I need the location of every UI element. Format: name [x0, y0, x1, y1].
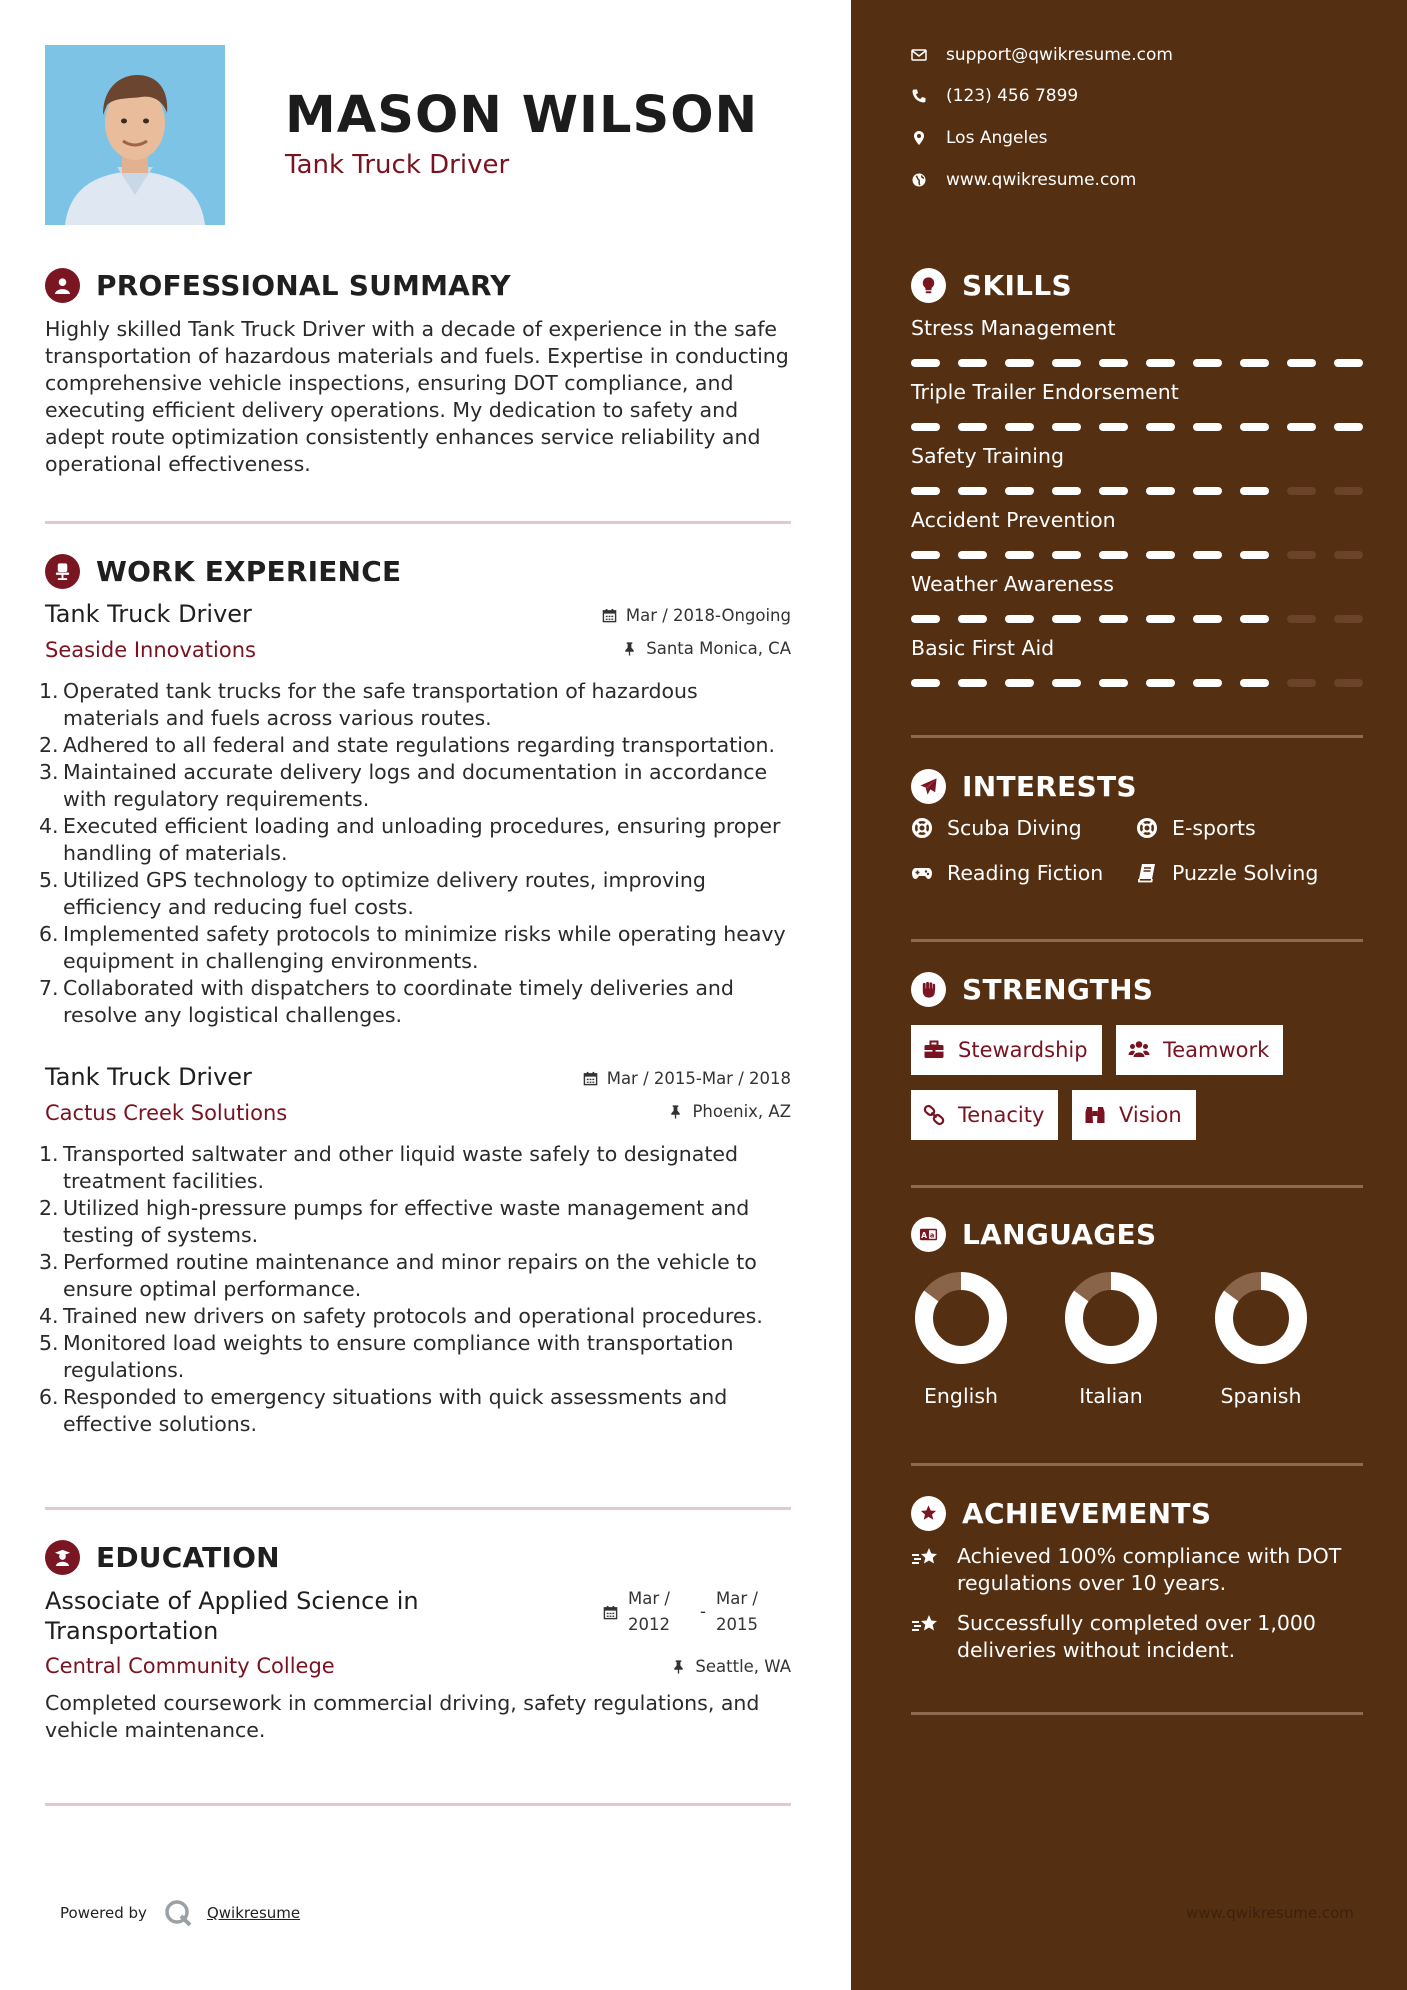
list-item: 3. Performed routine maintenance and minor repairs on the vehicle to ensure optimal performance.	[39, 1250, 757, 1301]
rating-dot	[958, 615, 987, 623]
rating-dot	[1099, 487, 1128, 495]
rating-dot	[1146, 551, 1175, 559]
list-item: 4. Executed efficient loading and unloading procedures, ensuring proper handling of materials.	[39, 814, 781, 865]
language-label: Italian	[1079, 1384, 1143, 1408]
rating-dot	[1146, 487, 1175, 495]
job-company: Seaside Innovations	[45, 638, 256, 662]
map-marker-icon	[911, 130, 927, 146]
strengths-heading: STRENGTHS	[911, 972, 1153, 1007]
rating-dot	[1334, 679, 1363, 687]
list-item: 2. Adhered to all federal and state regulations regarding transportation.	[39, 733, 776, 757]
envelope-icon	[911, 47, 927, 63]
skill-item	[911, 444, 1363, 468]
list-item: 4. Trained new drivers on safety protocols and operational procedures.	[39, 1304, 763, 1328]
graduate-icon	[45, 1540, 80, 1575]
rating-dot	[1334, 359, 1363, 367]
education-dates: Mar / 2012 - Mar / 2015	[603, 1586, 788, 1638]
qwikresume-logo-icon	[163, 1898, 193, 1928]
achievement-item: Successfully completed over 1,000 deliveries without incident.	[911, 1610, 1361, 1664]
language-item	[906, 1270, 1016, 1408]
book-icon	[1136, 862, 1158, 884]
calendar-icon	[603, 1605, 618, 1620]
language-label: English	[923, 1384, 999, 1408]
rating-dot	[1240, 487, 1269, 495]
rating-dot	[1099, 359, 1128, 367]
footer-website[interactable]: www.qwikresume.com	[1186, 1904, 1354, 1922]
interest-item: Reading Fiction	[911, 861, 1103, 885]
rating-dot	[1287, 551, 1316, 559]
rating-dot	[958, 679, 987, 687]
skill-label: Safety Training	[911, 444, 1064, 468]
user-circle-icon	[45, 268, 80, 303]
section-divider	[45, 1507, 791, 1510]
rating-dot	[1287, 359, 1316, 367]
list-item: 6. Responded to emergency situations with quick assessments and effective solutions.	[39, 1385, 728, 1436]
life-ring-icon	[911, 817, 933, 839]
education-heading: EDUCATION	[45, 1540, 280, 1575]
languages-heading: A a LANGUAGES	[911, 1217, 1156, 1252]
rating-dot	[1240, 359, 1269, 367]
pushpin-icon	[671, 1659, 686, 1674]
job-bullets	[39, 678, 799, 1029]
rating-dot	[1052, 551, 1081, 559]
lightbulb-icon	[911, 268, 946, 303]
job-location: Phoenix, AZ	[668, 1102, 791, 1121]
interest-item: Puzzle Solving	[1136, 861, 1318, 885]
skill-item	[911, 508, 1363, 532]
gamepad-icon	[911, 862, 933, 884]
rating-dot	[1334, 551, 1363, 559]
job-date: Mar / 2018-Ongoing	[602, 606, 791, 625]
job-title: Tank Truck Driver	[45, 1063, 252, 1091]
rating-dot	[1334, 615, 1363, 623]
language-level-gauge	[1063, 1270, 1159, 1366]
rating-dot	[1240, 679, 1269, 687]
rating-dot	[1146, 423, 1175, 431]
strength-chip: Tenacity	[911, 1090, 1058, 1140]
achievements-heading: ACHIEVEMENTS	[911, 1496, 1211, 1531]
rating-dot	[911, 551, 940, 559]
summary-text: Highly skilled Tank Truck Driver with a decade of experience in the safe transportation of hazardous materials and fuels. Expertise in conducting comprehensive vehicle inspections, ensuring DOT compliance, and executing efficient delivery operations. My dedication to safety and adept route optimization consistently enhances service reliability and operational effectiveness.	[45, 317, 789, 476]
rating-dot	[1005, 615, 1034, 623]
skill-item	[911, 636, 1363, 660]
briefcase-icon	[923, 1039, 945, 1061]
paper-plane-icon	[911, 769, 946, 804]
rating-dot	[1052, 679, 1081, 687]
contact-phone: (123) 456 7899	[911, 86, 1078, 106]
skill-label: Accident Prevention	[911, 508, 1116, 532]
section-divider	[45, 1803, 791, 1806]
candidate-name: MASON WILSON	[285, 86, 759, 145]
calendar-icon	[602, 608, 617, 623]
rating-dot	[1005, 679, 1034, 687]
skill-rating	[911, 615, 1381, 623]
language-level-gauge	[913, 1270, 1009, 1366]
rating-dot	[1287, 679, 1316, 687]
rating-dot	[1052, 615, 1081, 623]
skill-label: Triple Trailer Endorsement	[911, 380, 1179, 404]
job-location: Santa Monica, CA	[622, 639, 791, 658]
skill-item	[911, 316, 1363, 340]
life-ring-icon	[1136, 817, 1158, 839]
skill-rating	[911, 679, 1381, 687]
language-item	[1056, 1270, 1166, 1408]
list-item: 2. Utilized high-pressure pumps for effective waste management and testing of systems.	[39, 1196, 750, 1247]
list-item: 1. Operated tank trucks for the safe transportation of hazardous materials and fuels across various routes.	[39, 679, 698, 730]
skill-label: Weather Awareness	[911, 572, 1114, 596]
skill-rating	[911, 359, 1381, 367]
strength-chip: Teamwork	[1116, 1025, 1283, 1075]
skill-item	[911, 572, 1363, 596]
list-item: 5. Monitored load weights to ensure compliance with transportation regulations.	[39, 1331, 734, 1382]
rating-dot	[1287, 615, 1316, 623]
rating-dot	[1287, 487, 1316, 495]
rating-dot	[958, 551, 987, 559]
shooting-star-icon	[911, 1545, 941, 1571]
rating-dot	[1193, 359, 1222, 367]
skill-rating	[911, 487, 1381, 495]
rating-dot	[1193, 679, 1222, 687]
shooting-star-icon	[911, 1612, 941, 1638]
svg-text:a: a	[929, 1231, 935, 1240]
skill-rating	[911, 551, 1381, 559]
rating-dot	[911, 615, 940, 623]
section-divider	[911, 735, 1363, 738]
rating-dot	[1193, 423, 1222, 431]
experience-heading: WORK EXPERIENCE	[45, 554, 401, 589]
list-item: 5. Utilized GPS technology to optimize delivery routes, improving efficiency and reducing fuel costs.	[39, 868, 706, 919]
rating-dot	[1334, 487, 1363, 495]
section-divider	[45, 521, 791, 524]
rating-dot	[1099, 615, 1128, 623]
job-date: Mar / 2015-Mar / 2018	[583, 1069, 791, 1088]
rating-dot	[1099, 551, 1128, 559]
list-item: 3. Maintained accurate delivery logs and documentation in accordance with regulatory requirements.	[39, 760, 768, 811]
job-bullets	[39, 1141, 799, 1438]
language-label: Spanish	[1220, 1384, 1302, 1408]
interests-heading: INTERESTS	[911, 769, 1137, 804]
rating-dot	[1005, 551, 1034, 559]
rating-dot	[958, 423, 987, 431]
strength-chip: Vision	[1072, 1090, 1196, 1140]
skill-label: Stress Management	[911, 316, 1116, 340]
rating-dot	[1240, 551, 1269, 559]
profile-photo	[45, 45, 225, 225]
summary-heading: PROFESSIONAL SUMMARY	[45, 268, 511, 303]
rating-dot	[1146, 615, 1175, 623]
interest-item: E-sports	[1136, 816, 1256, 840]
skill-label: Basic First Aid	[911, 636, 1055, 660]
contact-email: support@qwikresume.com	[911, 45, 1173, 65]
list-item: 7. Collaborated with dispatchers to coordinate timely deliveries and resolve any logistical challenges.	[39, 976, 734, 1027]
rating-dot	[958, 359, 987, 367]
rating-dot	[1193, 615, 1222, 623]
education-location: Seattle, WA	[671, 1657, 791, 1676]
section-divider	[911, 1712, 1363, 1715]
rating-dot	[911, 679, 940, 687]
section-divider	[911, 1185, 1363, 1188]
rating-dot	[1099, 423, 1128, 431]
rating-dot	[1099, 679, 1128, 687]
rating-dot	[958, 487, 987, 495]
skill-item	[911, 380, 1363, 404]
education-school: Central Community College	[45, 1654, 335, 1678]
rating-dot	[1193, 551, 1222, 559]
qwikresume-link[interactable]: Qwikresume	[206, 1904, 301, 1922]
star-badge-icon	[911, 1496, 946, 1531]
rating-dot	[1146, 359, 1175, 367]
rating-dot	[1005, 359, 1034, 367]
job-title: Tank Truck Driver	[45, 600, 252, 628]
rating-dot	[1005, 487, 1034, 495]
powered-by-footer: Powered by Qwikresume	[60, 1898, 300, 1928]
language-icon	[911, 1217, 946, 1252]
list-item: 6. Implemented safety protocols to minimize risks while operating heavy equipment in challenging environments.	[39, 922, 786, 973]
candidate-title: Tank Truck Driver	[285, 150, 510, 180]
globe-icon	[911, 172, 927, 188]
svg-text:A: A	[921, 1230, 928, 1240]
rating-dot	[911, 487, 940, 495]
skills-heading: SKILLS	[911, 268, 1072, 303]
contact-website: www.qwikresume.com	[911, 170, 1136, 190]
calendar-icon	[583, 1071, 598, 1086]
rating-dot	[1146, 679, 1175, 687]
education-description: Completed coursework in commercial driving, safety regulations, and vehicle maintenance.	[45, 1691, 760, 1742]
language-item	[1206, 1270, 1316, 1408]
rating-dot	[911, 423, 940, 431]
skill-rating	[911, 423, 1381, 431]
rating-dot	[1052, 423, 1081, 431]
rating-dot	[1005, 423, 1034, 431]
rating-dot	[1052, 359, 1081, 367]
pushpin-icon	[668, 1104, 683, 1119]
section-divider	[911, 1463, 1363, 1466]
pushpin-icon	[622, 641, 637, 656]
link-icon	[923, 1104, 945, 1126]
rating-dot	[1052, 487, 1081, 495]
list-item: 1. Transported saltwater and other liquid waste safely to designated treatment facilities.	[39, 1142, 738, 1193]
sidebar	[851, 0, 1407, 1990]
language-level-gauge	[1213, 1270, 1309, 1366]
rating-dot	[1240, 615, 1269, 623]
rating-dot	[1334, 423, 1363, 431]
phone-icon	[911, 88, 927, 104]
rating-dot	[1287, 423, 1316, 431]
office-chair-icon	[45, 554, 80, 589]
rating-dot	[1240, 423, 1269, 431]
section-divider	[911, 939, 1363, 942]
education-degree: Associate of Applied Science in Transportation	[45, 1587, 419, 1645]
rating-dot	[1193, 487, 1222, 495]
interest-item: Scuba Diving	[911, 816, 1082, 840]
strength-chip: Stewardship	[911, 1025, 1102, 1075]
job-company: Cactus Creek Solutions	[45, 1101, 288, 1125]
fist-icon	[911, 972, 946, 1007]
users-icon	[1128, 1039, 1150, 1061]
rating-dot	[911, 359, 940, 367]
contact-location: Los Angeles	[911, 128, 1048, 148]
binoculars-icon	[1084, 1104, 1106, 1126]
achievement-item: Achieved 100% compliance with DOT regulations over 10 years.	[911, 1543, 1361, 1597]
